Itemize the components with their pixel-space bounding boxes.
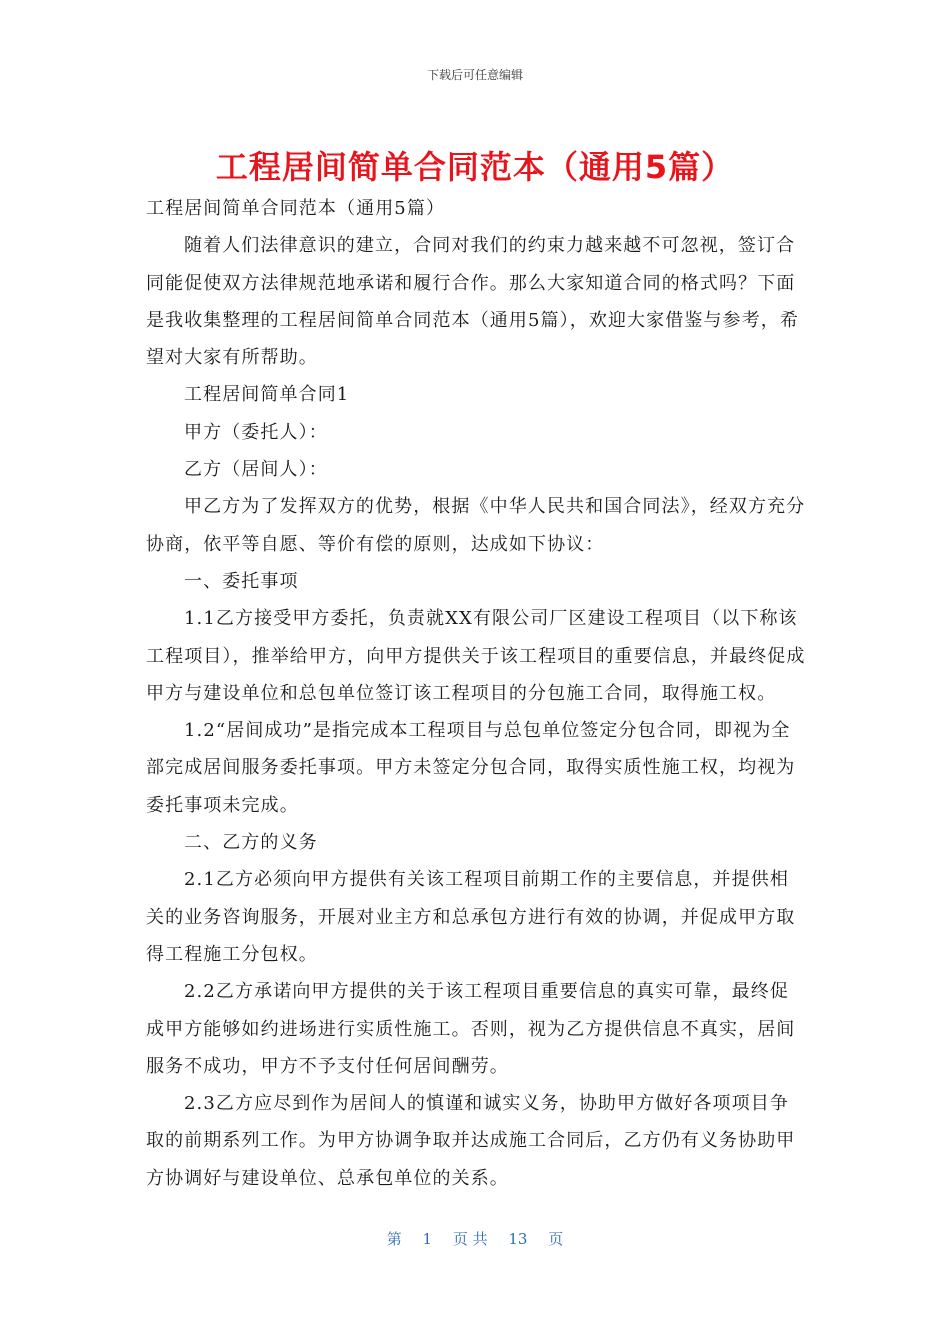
paragraph: 工程居间简单合同1 [184,384,350,406]
paragraph: 随着人们法律意识的建立，合同对我们的约束力越来越不可忽视，签订合同能促使双方法律规范地承诺和履行合作。那么大家知道合同的格式吗？下面是我收集整理的工程居间简单合同范本（通用5篇），欢迎大家借鉴与参考，希望对大家有所帮助。 [146,235,799,369]
page-footer [0,1228,950,1249]
footer-page-mid: 页 共 [452,1230,488,1248]
footer-page-number: 1 [422,1230,433,1248]
paragraph: 2.2乙方承诺向甲方提供的关于该工程项目重要信息的真实可靠，最终促成甲方能够如约进场进行实质性施工。否则，视为乙方提供信息不真实，居间服务不成功，甲方不予支付任何居间酬劳。 [146,981,796,1077]
paragraph: 乙方（居间人）： [184,459,328,481]
paragraph: 甲方（委托人）： [184,421,328,443]
paragraph: 甲乙方为了发挥双方的优势，根据《中华人民共和国合同法》，经双方充分协商，依平等自愿、等价有偿的原则，达成如下协议： [146,496,806,555]
paragraph: 2.3乙方应尽到作为居间人的慎谨和诚实义务，协助甲方做好各项项目争取的前期系列工作。为甲方协调争取并达成施工合同后，乙方仍有义务协助甲方协调好与建设单位、总承包单位的关系。 [146,1093,796,1189]
section-heading: 二、乙方的义务 [184,832,318,854]
paragraph: 2.1乙方必须向甲方提供有关该工程项目前期工作的主要信息，并提供相关的业务咨询服务，开展对业主方和总承包方进行有效的协调，并促成甲方取得工程施工分包权。 [146,869,796,965]
header-note: 下载后可任意编辑 [426,68,523,82]
footer-page-end: 页 [548,1230,564,1248]
paragraph: 1.2“居间成功”是指完成本工程项目与总包单位签定分包合同，即视为全部完成居间服务委托事项。甲方未签定分包合同，取得实质性施工权，均视为委托事项未完成。 [146,720,796,816]
paragraph: 1.1乙方接受甲方委托，负责就XX有限公司厂区建设工程项目（以下称该工程项目），推举给甲方，向甲方提供关于该工程项目的重要信息，并最终促成甲方与建设单位和总包单位签订该工程项目的分包施工合同，取得施工权。 [146,608,806,704]
document-title: 工程居间简单合同范本（通用5篇） [215,148,735,186]
document-body [146,190,806,1197]
section-heading: 一、委托事项 [184,570,299,592]
footer-page-label: 第 [386,1230,402,1248]
footer-total-pages: 13 [508,1230,528,1248]
paragraph: 工程居间简单合同范本（通用5篇） [146,198,446,219]
